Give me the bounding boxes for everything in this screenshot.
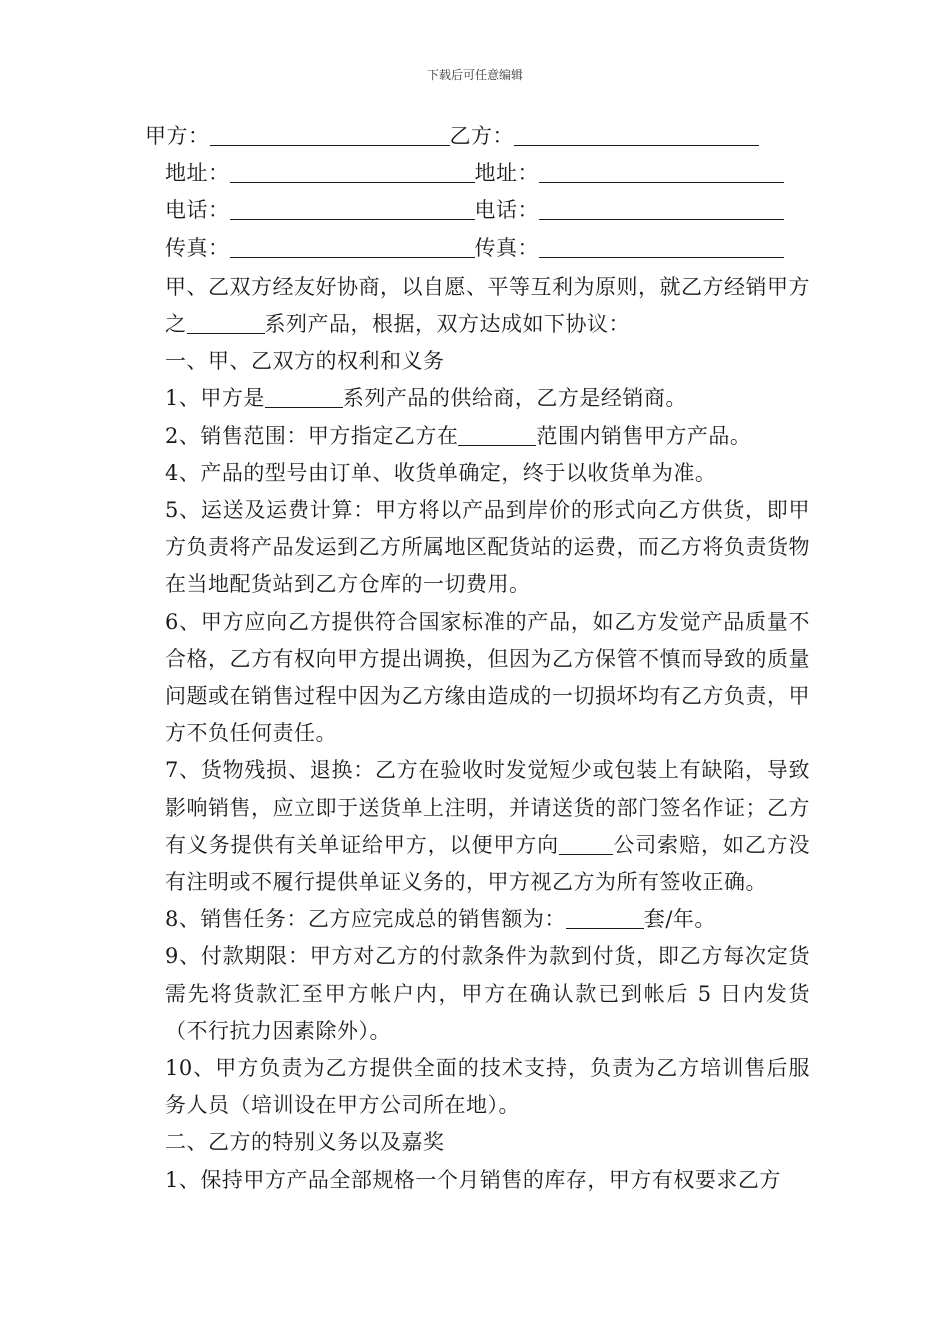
section1-item8 (145, 901, 810, 938)
intro-product-blank[interactable] (187, 313, 265, 334)
intro-text-1: 甲、乙双方经友好协商，以自愿、平等互利为原则，就乙方经销甲方之 (165, 274, 810, 337)
phone-b-blank[interactable] (539, 199, 784, 220)
item2-blank[interactable] (458, 425, 536, 446)
phone-a-label: 电话： (165, 198, 230, 223)
item7-text-a: 7、货物残损、退换：乙方在验收时发觉短少或包装上有缺陷，导致影响销售，应立即于送货单上注明，并请送货的部门签名作证；乙方有义务提供有关单证给甲方，以便甲方向 (165, 758, 810, 857)
item7-blank[interactable] (559, 834, 613, 855)
address-a-label: 地址： (165, 161, 230, 186)
party-row-name (145, 118, 810, 155)
party-row-phone (145, 192, 810, 229)
section1-item6: 6、甲方应向乙方提供符合国家标准的产品，如乙方发觉产品质量不合格，乙方有权向甲方提出调换，但因为乙方保管不慎而导致的质量问题或在销售过程中因为乙方缘由造成的一切损坏均有乙方负责，甲方不负任何责任。 (165, 609, 810, 746)
item8-blank[interactable] (566, 908, 644, 929)
phone-b-label: 电话： (474, 198, 539, 223)
address-b-label: 地址： (474, 161, 539, 186)
item8-text-b: 套/年。 (643, 907, 716, 932)
address-b-blank[interactable] (539, 162, 784, 183)
fax-b-blank[interactable] (539, 237, 784, 258)
item1-text-b: 系列产品的供给商，乙方是经销商。 (342, 386, 687, 411)
item7-text-b: 公司索赔，如乙方没有注明或不履行提供单证义务的，甲方视乙方为所有签收正确。 (165, 832, 810, 895)
party-row-fax (145, 230, 810, 267)
party-b-label: 乙方： (449, 124, 514, 148)
page-header: 下载后可任意编辑 (426, 68, 523, 82)
item2-text-a: 2、销售范围：甲方指定乙方在 (165, 423, 459, 448)
section1-item5: 5、运送及运费计算：甲方将以产品到岸价的形式向乙方供货，即甲方负责将产品发运到乙方所属地区配货站的运费，而乙方将负责货物在当地配货站到乙方仓库的一切费用。 (165, 498, 810, 597)
section1-item2 (145, 418, 810, 455)
intro-paragraph (145, 269, 810, 343)
fax-b-label: 传真： (474, 235, 539, 260)
party-a-blank[interactable] (210, 125, 450, 146)
section1-item10: 10、甲方负责为乙方提供全面的技术支持，负责为乙方培训售后服务人员（培训设在甲方公司所在地）。 (165, 1056, 810, 1118)
party-row-address (145, 155, 810, 192)
section1-item7 (145, 752, 810, 901)
section1-item4: 4、产品的型号由订单、收货单确定，终于以收货单为准。 (165, 460, 717, 485)
address-a-blank[interactable] (230, 162, 475, 183)
party-a-label: 甲方： (145, 124, 210, 148)
intro-text-2: 系列产品，根据，双方达成如下协议： (264, 312, 630, 337)
item1-text-a: 1、甲方是 (165, 386, 265, 411)
fax-a-blank[interactable] (230, 237, 475, 258)
section1-item1 (145, 380, 810, 417)
item2-text-b: 范围内销售甲方产品。 (536, 423, 752, 448)
section1-title: 一、甲、乙双方的权利和义务 (165, 349, 445, 374)
section2-title: 二、乙方的特别义务以及嘉奖 (165, 1130, 445, 1155)
phone-a-blank[interactable] (230, 199, 475, 220)
contract-body (145, 118, 810, 1199)
section2-item1: 1、保持甲方产品全部规格一个月销售的库存，甲方有权要求乙方 (165, 1167, 781, 1192)
party-b-blank[interactable] (514, 125, 759, 146)
item1-blank[interactable] (265, 387, 343, 408)
fax-a-label: 传真： (165, 235, 230, 260)
item8-text-a: 8、销售任务：乙方应完成总的销售额为： (165, 907, 566, 932)
section1-item9: 9、付款期限：甲方对乙方的付款条件为款到付货，即乙方每次定货需先将货款汇至甲方帐户内，甲方在确认款已到帐后 5 日内发货（不行抗力因素除外）。 (165, 944, 810, 1043)
